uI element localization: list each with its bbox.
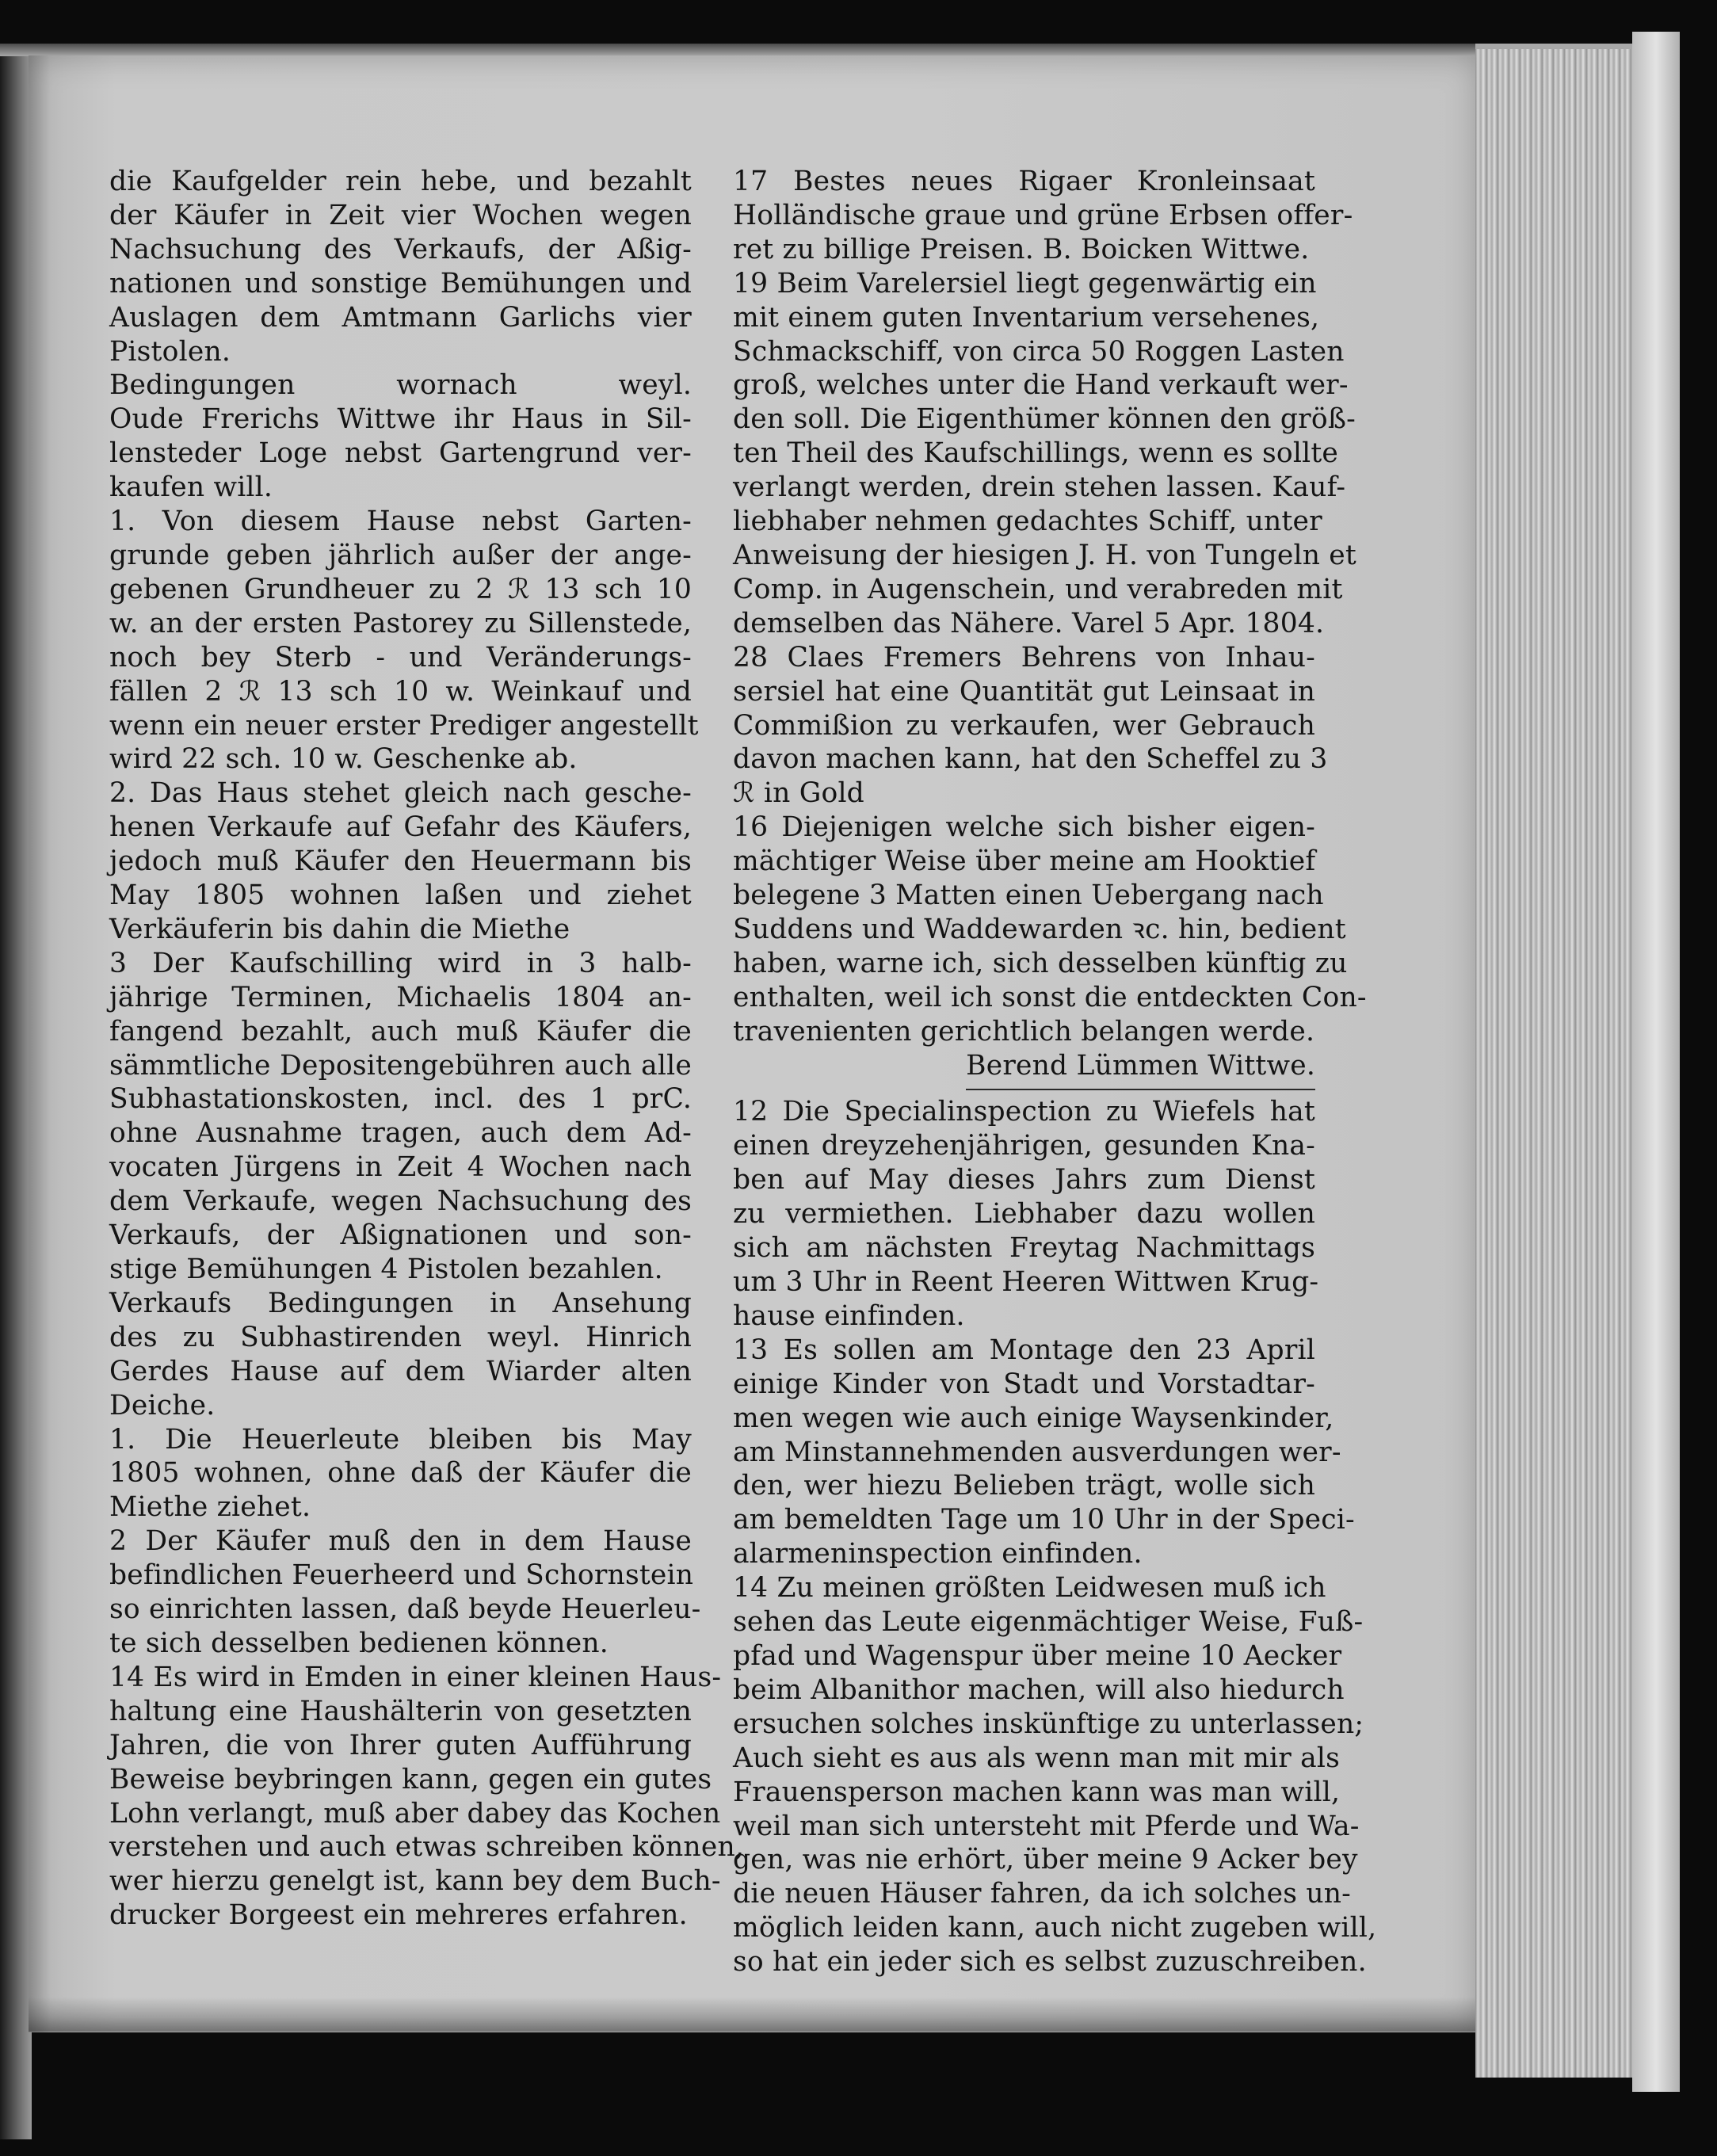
text-line: sehen das Leute eigenmächtiger Weise, Fuß- — [733, 1606, 1364, 1639]
text-line: Suddens und Waddewarden ꝛc. hin, bedient — [733, 913, 1346, 945]
page-bottom-shadow — [29, 1997, 1479, 2032]
book-cover-top-edge — [0, 44, 1490, 56]
text-line: 13 Es sollen am Montage den 23 April — [733, 1334, 1315, 1366]
text-line: 2. Das Haus stehet gleich nach gesche- — [109, 777, 692, 810]
text-line: der Käufer in Zeit vier Wochen wegen — [109, 199, 692, 231]
text-line: Lohn verlangt, muß aber dabey das Kochen — [109, 1797, 721, 1830]
text-line: ersuchen solches inskünftige zu unterlassen; — [733, 1708, 1364, 1740]
text-line: sich am nächsten Freytag Nachmittags — [733, 1232, 1315, 1265]
text-line: Miethe ziehet. — [109, 1491, 311, 1524]
right-text-column — [733, 165, 1377, 1979]
text-line: den soll. Die Eigenthümer können den größ- — [733, 403, 1356, 436]
text-line: 1805 wohnen, ohne daß der Käufer die — [109, 1457, 692, 1490]
book-cover-right-edge — [1632, 32, 1680, 2092]
text-line: alarmeninspection einfinden. — [733, 1538, 1143, 1570]
text-line: zu vermiethen. Liebhaber dazu wollen — [733, 1198, 1315, 1231]
text-line: die Kaufgelder rein hebe, und bezahlt — [109, 166, 692, 197]
text-line: noch bey Sterb - und Veränderungs- — [109, 641, 692, 674]
text-line: Auslagen dem Amtmann Garlichs vier — [109, 301, 692, 334]
text-line: so hat ein jeder sich es selbst zuzuschreiben. — [733, 1946, 1367, 1979]
text-line: 12 Die Specialinspection zu Wiefels hat — [733, 1096, 1315, 1128]
text-line: die neuen Häuser fahren, da ich solches un- — [733, 1878, 1352, 1910]
text-line: Holländische graue und grüne Erbsen offer- — [733, 199, 1353, 231]
text-line: sämmtliche Depositengebühren auch alle — [109, 1049, 692, 1082]
text-line: enthalten, weil ich sonst die entdeckten Con- — [733, 981, 1367, 1013]
text-line: mit einem guten Inventarium versehenes, — [733, 301, 1320, 334]
text-line: groß, welches unter die Hand verkauft wer- — [733, 369, 1349, 402]
text-line: Berend Lümmen Wittwe. — [966, 1049, 1315, 1082]
text-line: demselben das Nähere. Varel 5 Apr. 1804. — [733, 607, 1325, 639]
text-line: kaufen will. — [109, 471, 273, 504]
text-line: ret zu billige Preisen. B. Boicken Wittwe. — [733, 233, 1310, 265]
text-line: Deiche. — [109, 1389, 216, 1421]
text-line: 1. Die Heuerleute bleiben bis May — [109, 1423, 692, 1456]
text-line: grunde geben jährlich außer der ange- — [109, 539, 692, 571]
text-line: fällen 2 ℛ 13 sch 10 w. Weinkauf und — [109, 675, 692, 708]
text-line: Frauensperson machen kann was man will, — [733, 1776, 1341, 1808]
text-line: Commißion zu verkaufen, wer Gebrauch — [733, 709, 1315, 742]
text-line: Oude Frerichs Wittwe ihr Haus in Sil- — [109, 403, 692, 436]
text-line: am bemeldten Tage um 10 Uhr in der Speci- — [733, 1504, 1355, 1536]
text-line: weil man sich untersteht mit Pferde und Wa- — [733, 1810, 1360, 1842]
text-line: davon machen kann, hat den Scheffel zu 3 — [733, 743, 1328, 776]
text-line: Anweisung der hiesigen J. H. von Tungeln et — [733, 539, 1356, 571]
text-line: liebhaber nehmen gedachtes Schiff, unter — [733, 506, 1322, 538]
text-line: verstehen und auch etwas schreiben können, — [109, 1831, 745, 1864]
text-line: befindlichen Feuerheerd und Schornstein — [109, 1559, 694, 1592]
text-line: travenienten gerichtlich belangen werde. — [733, 1015, 1315, 1047]
text-line: fangend bezahlt, auch muß Käufer die — [109, 1015, 692, 1047]
text-line: Schmackschiff, von circa 50 Roggen Lasten — [733, 335, 1345, 368]
text-line: jedoch muß Käufer den Heuermann bis — [109, 845, 692, 878]
text-line: beim Albanithor machen, will also hiedurch — [733, 1673, 1345, 1706]
left-text-column — [109, 165, 745, 1933]
book-spine — [0, 48, 32, 2139]
text-line: 19 Beim Varelersiel liegt gegenwärtig ein — [733, 267, 1317, 300]
text-line: gen, was nie erhört, über meine 9 Acker bey — [733, 1844, 1358, 1876]
text-line: Bedingungen wornach weyl. — [109, 369, 692, 402]
text-line: am Minstannehmenden ausverdungen wer- — [733, 1436, 1341, 1468]
text-line: einen dreyzehenjährigen, gesunden Kna- — [733, 1130, 1315, 1162]
text-line: hause einfinden. — [733, 1299, 965, 1332]
text-line: lensteder Loge nebst Gartengrund ver- — [109, 437, 692, 470]
text-line: vocaten Jürgens in Zeit 4 Wochen nach — [109, 1151, 692, 1184]
text-line: haben, warne ich, sich desselben künftig zu — [733, 947, 1348, 979]
text-line: May 1805 wohnen laßen und ziehet — [109, 880, 692, 912]
text-line: den, wer hiezu Belieben trägt, wolle sich — [733, 1470, 1315, 1502]
text-line: möglich leiden kann, auch nicht zugeben will, — [733, 1912, 1377, 1944]
text-line: Beweise beybringen kann, gegen ein gutes — [109, 1763, 712, 1795]
text-line: gebenen Grundheuer zu 2 ℛ 13 sch 10 — [109, 573, 692, 605]
text-line: 1. Von diesem Hause nebst Garten- — [109, 506, 692, 538]
text-line: Nachsuchung des Verkaufs, der Aßig- — [109, 233, 692, 265]
text-line: jährige Terminen, Michaelis 1804 an- — [109, 981, 692, 1013]
text-line: stige Bemühungen 4 Pistolen bezahlen. — [109, 1254, 663, 1285]
text-line: wer hierzu genelgt ist, kann bey dem Buch- — [109, 1865, 721, 1898]
text-line: dem Verkaufe, wegen Nachsuchung des — [109, 1185, 692, 1218]
text-line: Comp. in Augenschein, und verabreden mit — [733, 573, 1343, 605]
text-line: Jahren, die von Ihrer guten Aufführung — [109, 1729, 692, 1761]
text-line: drucker Borgeest ein mehreres erfahren. — [109, 1899, 688, 1932]
text-line: 3 Der Kaufschilling wird in 3 halb- — [109, 947, 692, 979]
text-line: ten Theil des Kaufschillings, wenn es sollte — [733, 437, 1339, 470]
text-line: 2 Der Käufer muß den in dem Hause — [109, 1525, 692, 1558]
text-line: sersiel hat eine Quantität gut Leinsaat in — [733, 675, 1315, 708]
text-line: belegene 3 Matten einen Uebergang nach — [733, 880, 1324, 912]
text-line: pfad und Wagenspur über meine 10 Aecker — [733, 1639, 1342, 1672]
text-line: wenn ein neuer erster Prediger angestellt — [109, 709, 699, 742]
text-line: 16 Diejenigen welche sich bisher eigen- — [733, 811, 1315, 844]
text-line: Verkäuferin bis dahin die Miethe — [109, 913, 570, 945]
text-line: wird 22 sch. 10 w. Geschenke ab. — [109, 743, 578, 776]
text-line: 17 Bestes neues Rigaer Kronleinsaat — [733, 166, 1315, 197]
text-line: einige Kinder von Stadt und Vorstadtar- — [733, 1368, 1315, 1400]
text-line: ℛ in Gold — [733, 777, 864, 810]
text-line: haltung eine Haushälterin von gesetzten — [109, 1695, 692, 1727]
text-line: nationen und sonstige Bemühungen und — [109, 267, 692, 300]
text-line: Subhastationskosten, incl. des 1 prC. — [109, 1083, 692, 1116]
text-line: Verkaufs Bedingungen in Ansehung — [109, 1287, 692, 1319]
text-line: Verkaufs, der Aßignationen und son- — [109, 1219, 692, 1252]
text-line: ben auf May dieses Jahrs zum Dienst — [733, 1164, 1315, 1196]
text-line: mächtiger Weise über meine am Hooktief — [733, 845, 1316, 878]
text-line: des zu Subhastirenden weyl. Hinrich — [109, 1321, 692, 1353]
text-line: Pistolen. — [109, 335, 231, 368]
text-line: 14 Zu meinen größten Leidwesen muß ich — [733, 1572, 1326, 1605]
page-stack-fore-edge — [1475, 49, 1658, 2078]
text-line: um 3 Uhr in Reent Heeren Wittwen Krug- — [733, 1266, 1319, 1298]
text-line: henen Verkaufe auf Gefahr des Käufers, — [109, 811, 692, 844]
text-line: so einrichten lassen, daß beyde Heuerleu- — [109, 1593, 701, 1626]
text-line: ohne Ausnahme tragen, auch dem Ad- — [109, 1117, 692, 1150]
text-line: w. an der ersten Pastorey zu Sillenstede, — [109, 607, 692, 639]
text-line: 14 Es wird in Emden in einer kleinen Haus- — [109, 1661, 722, 1693]
text-line: Auch sieht es aus als wenn man mit mir als — [733, 1742, 1340, 1774]
text-line: verlangt werden, drein stehen lassen. Kauf- — [733, 471, 1346, 504]
text-line: 28 Claes Fremers Behrens von Inhau- — [733, 641, 1315, 674]
text-line: men wegen wie auch einige Waysenkinder, — [733, 1402, 1334, 1434]
text-line: te sich desselben bedienen können. — [109, 1627, 609, 1659]
text-line: Gerdes Hause auf dem Wiarder alten — [109, 1355, 692, 1387]
section-divider — [966, 1089, 1315, 1090]
